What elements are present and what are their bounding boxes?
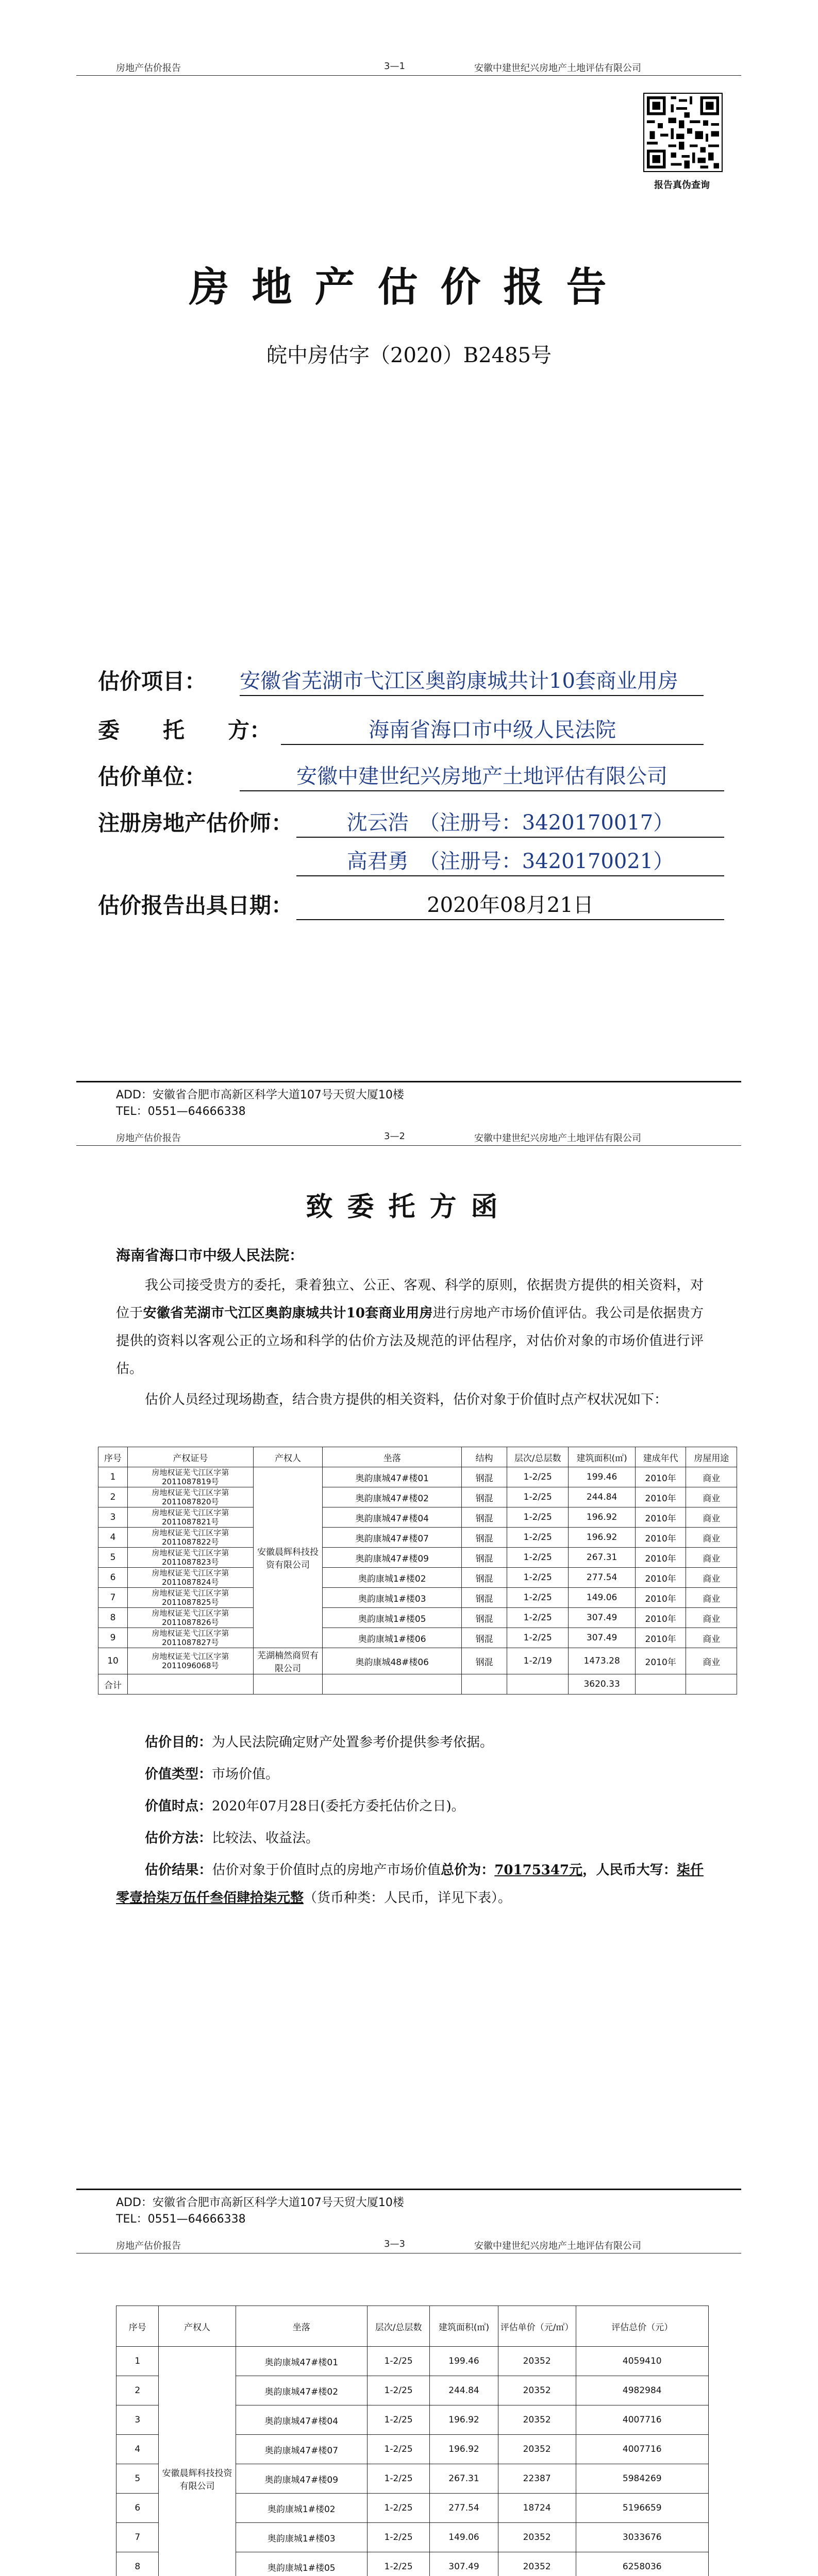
- letter-value-date: 价值时点：2020年07月28日(委托方委托估价之日)。: [145, 1799, 465, 1814]
- field-label-project: 估价项目：: [98, 669, 207, 694]
- table-cell: 3033676: [576, 2523, 708, 2552]
- table-cell: 7: [116, 2523, 159, 2552]
- page-header-company: 安徽中建世纪兴房地产土地评估有限公司: [474, 63, 641, 74]
- table-cell: 307.49: [430, 2552, 498, 2576]
- table-cell: 安徽晨辉科技投资有限公司: [159, 2347, 236, 2576]
- qr-caption: 报告真伪查询: [654, 180, 710, 191]
- table-header-cell: 结构: [462, 1447, 507, 1467]
- table-cell: 196.92: [569, 1507, 636, 1528]
- table-cell: 房地权证芜弋江区字第2011087826号: [128, 1608, 254, 1628]
- table-cell: 6258036: [576, 2552, 708, 2576]
- page-header-company: 安徽中建世纪兴房地产土地评估有限公司: [474, 1133, 641, 1144]
- table-cell: 244.84: [430, 2376, 498, 2405]
- table-cell: 20352: [498, 2376, 576, 2405]
- table-cell: 1-2/25: [367, 2376, 429, 2405]
- letter-paragraph-2: 估价人员经过现场勘查，结合贵方提供的相关资料，估价对象于价值时点产权状况如下：: [145, 1392, 668, 1408]
- table-cell: 307.49: [569, 1608, 636, 1628]
- letter-paragraph-1: 我公司接受贵方的委托，秉着独立、公正、客观、科学的原则，依据贵方提供的相关资料，对位于安徽省芜湖市弋江区奥韵康城共计10套商业用房进行房地产市场价值评估。我公司是依据贵方提供的资料以客观公正的立场和科学的估价方法及规范的评估程序，对估价对象的市场价值进行评估。: [116, 1278, 704, 1377]
- table-row: [98, 1628, 737, 1648]
- table-header-cell: 层次/总层数: [367, 2306, 429, 2347]
- table-cell: 10: [98, 1648, 128, 1674]
- table-cell: 奥韵康城47#楼04: [323, 1507, 462, 1528]
- table-header-cell: 建筑面积(㎡): [430, 2306, 498, 2347]
- report-number: 皖中房估字（2020）B2485号: [266, 344, 552, 367]
- table-cell: 3: [98, 1507, 128, 1528]
- table-cell: 244.84: [569, 1487, 636, 1507]
- footer-rule: [76, 1081, 741, 1082]
- table-cell: 2010年: [635, 1507, 686, 1528]
- table-cell: 196.92: [430, 2405, 498, 2435]
- field-value-project: 安徽省芜湖市弋江区奥韵康城共计10套商业用房: [240, 665, 704, 696]
- table-cell: 奥韵康城1#楼06: [323, 1628, 462, 1648]
- table-cell: 房地权证芜弋江区字第2011087819号: [128, 1467, 254, 1487]
- table-header-cell: 建成年代: [635, 1447, 686, 1467]
- table-header-cell: 坐落: [236, 2306, 367, 2347]
- table-cell: 196.92: [430, 2435, 498, 2464]
- footer-tel: TEL：0551—64666338: [116, 1105, 246, 1118]
- table-cell: 6: [116, 2494, 159, 2523]
- page-number: 3—3: [384, 2239, 405, 2249]
- table-cell: 商业: [686, 1528, 737, 1548]
- table-cell: 5984269: [576, 2464, 708, 2494]
- table-cell: 1-2/25: [507, 1548, 569, 1568]
- table-cell: 钢混: [462, 1528, 507, 1548]
- table-cell: 4982984: [576, 2376, 708, 2405]
- field-value-appraiser-1: 沈云浩 （注册号：3420170017）: [296, 806, 724, 838]
- table-cell: 房地权证芜弋江区字第2011087822号: [128, 1528, 254, 1548]
- table-cell: 2010年: [635, 1648, 686, 1674]
- letter-value-type: 价值类型：市场价值。: [145, 1767, 279, 1782]
- table-cell: 1-2/25: [507, 1588, 569, 1608]
- table-header-cell: 评估总价（元）: [576, 2306, 708, 2347]
- page-header-left: 房地产估价报告: [116, 63, 181, 74]
- table-cell: 1-2/25: [367, 2552, 429, 2576]
- table-header-row: [98, 1447, 737, 1467]
- table-cell: 1-2/25: [507, 1467, 569, 1487]
- field-label-client: 委 托 方：: [98, 718, 272, 743]
- qr-code: [643, 93, 723, 172]
- field-label-firm: 估价单位：: [98, 764, 207, 789]
- table-cell: 277.54: [569, 1568, 636, 1588]
- table-cell: 奥韵康城1#楼03: [323, 1588, 462, 1608]
- table-cell: 20352: [498, 2523, 576, 2552]
- table-cell: 安徽晨辉科技投资有限公司: [253, 1467, 323, 1648]
- footer-tel: TEL：0551—64666338: [116, 2213, 246, 2226]
- table-header-cell: 产权证号: [128, 1447, 254, 1467]
- table-cell: 267.31: [569, 1548, 636, 1568]
- footer-address: ADD：安徽省合肥市高新区科学大道107号天贸大厦10楼: [116, 2196, 404, 2209]
- table-cell: 奥韵康城47#楼04: [236, 2405, 367, 2435]
- table-cell: 商业: [686, 1628, 737, 1648]
- table-cell: 奥韵康城47#楼07: [236, 2435, 367, 2464]
- table-cell: 房地权证芜弋江区字第2011087827号: [128, 1628, 254, 1648]
- table-cell: 1-2/25: [507, 1507, 569, 1528]
- table-cell: 商业: [686, 1507, 737, 1528]
- table-cell: 199.46: [569, 1467, 636, 1487]
- table-cell: 奥韵康城47#楼02: [323, 1487, 462, 1507]
- property-rights-rows: [98, 1467, 737, 1674]
- table-cell: 2010年: [635, 1467, 686, 1487]
- table-cell: 2010年: [635, 1588, 686, 1608]
- table-cell: 奥韵康城47#楼01: [236, 2347, 367, 2376]
- table-cell: 2010年: [635, 1528, 686, 1548]
- table-cell: 奥韵康城1#楼02: [323, 1568, 462, 1588]
- page-header-left: 房地产估价报告: [116, 2241, 181, 2251]
- table-cell: 钢混: [462, 1507, 507, 1528]
- table-cell: 1-2/25: [507, 1487, 569, 1507]
- table-cell: 钢混: [462, 1548, 507, 1568]
- table-cell: 奥韵康城47#楼07: [323, 1528, 462, 1548]
- table-header-cell: 建筑面积(㎡): [569, 1447, 636, 1467]
- table-cell: 商业: [686, 1548, 737, 1568]
- table-cell: 商业: [686, 1608, 737, 1628]
- field-label-appraisers: 注册房地产估价师：: [98, 810, 293, 836]
- table-total-row: 合计 3620.33: [98, 1674, 737, 1694]
- footer-rule: [76, 2189, 741, 2190]
- table-cell: 钢混: [462, 1648, 507, 1674]
- table-cell: 奥韵康城1#楼02: [236, 2494, 367, 2523]
- table-cell: 奥韵康城1#楼03: [236, 2523, 367, 2552]
- table-cell: 芜湖楠然商贸有限公司: [253, 1648, 323, 1674]
- field-value-firm: 安徽中建世纪兴房地产土地评估有限公司: [240, 760, 724, 791]
- header-rule: [76, 75, 741, 76]
- table-cell: 1-2/25: [507, 1568, 569, 1588]
- table-cell: 商业: [686, 1568, 737, 1588]
- table-cell: 商业: [686, 1648, 737, 1674]
- table-cell: 20352: [498, 2435, 576, 2464]
- table-header-cell: 层次/总层数: [507, 1447, 569, 1467]
- table-cell: 奥韵康城1#楼05: [323, 1608, 462, 1628]
- table-cell: 22387: [498, 2464, 576, 2494]
- table-cell: 1-2/25: [507, 1608, 569, 1628]
- table-cell: 商业: [686, 1467, 737, 1487]
- field-value-client: 海南省海口市中级人民法院: [281, 714, 704, 745]
- table-cell: 奥韵康城47#楼02: [236, 2376, 367, 2405]
- table-header-row: [116, 2306, 709, 2347]
- table-cell: 1: [98, 1467, 128, 1487]
- table-cell: 房地权证芜弋江区字第2011096068号: [128, 1648, 254, 1674]
- table-cell: 2010年: [635, 1628, 686, 1648]
- table-cell: 307.49: [569, 1628, 636, 1648]
- table-row: [98, 1568, 737, 1588]
- table-cell: 1-2/25: [367, 2347, 429, 2376]
- table-cell: 4: [116, 2435, 159, 2464]
- table-cell: 房地权证芜弋江区字第2011087823号: [128, 1548, 254, 1568]
- table-cell: 8: [116, 2552, 159, 2576]
- table-row: [98, 1548, 737, 1568]
- table-cell: 奥韵康城47#楼01: [323, 1467, 462, 1487]
- table-cell: 4007716: [576, 2405, 708, 2435]
- table-cell: 钢混: [462, 1467, 507, 1487]
- table-cell: 1-2/25: [367, 2523, 429, 2552]
- table-cell: 277.54: [430, 2494, 498, 2523]
- table-cell: 1: [116, 2347, 159, 2376]
- table-header-cell: 房屋用途: [686, 1447, 737, 1467]
- table-header-cell: 序号: [98, 1447, 128, 1467]
- table-cell: 5196659: [576, 2494, 708, 2523]
- table-header-cell: 序号: [116, 2306, 159, 2347]
- table-row: [98, 1467, 737, 1487]
- page-number: 3—2: [384, 1131, 405, 1142]
- table-cell: 149.06: [430, 2523, 498, 2552]
- table-cell: 267.31: [430, 2464, 498, 2494]
- table-cell: 1-2/25: [507, 1528, 569, 1548]
- letter-result: 估价结果：估价对象于价值时点的房地产市场价值总价为：70175347元，人民币大写：柒仟零壹拾柒万伍仟叁佰肆拾柒元整（货币种类：人民币，详见下表）。: [116, 1862, 704, 1906]
- report-title: 房地产估价报告: [189, 264, 629, 311]
- table-cell: 5: [98, 1548, 128, 1568]
- table-cell: 3: [116, 2405, 159, 2435]
- table-cell: 7: [98, 1588, 128, 1608]
- table-cell: 房地权证芜弋江区字第2011087825号: [128, 1588, 254, 1608]
- table-cell: 1-2/25: [367, 2405, 429, 2435]
- table-cell: 199.46: [430, 2347, 498, 2376]
- table-cell: 18724: [498, 2494, 576, 2523]
- table-row: [98, 1507, 737, 1528]
- table-cell: 奥韵康城47#楼09: [236, 2464, 367, 2494]
- table-cell: 8: [98, 1608, 128, 1628]
- letter-method: 估价方法：比较法、收益法。: [145, 1831, 320, 1846]
- table-cell: 2: [116, 2376, 159, 2405]
- table-cell: 商业: [686, 1487, 737, 1507]
- table-cell: 1-2/25: [367, 2464, 429, 2494]
- table-cell: 20352: [498, 2552, 576, 2576]
- table-cell: 房地权证芜弋江区字第2011087824号: [128, 1568, 254, 1588]
- table-cell: 1-2/25: [367, 2494, 429, 2523]
- table-cell: 1-2/25: [507, 1628, 569, 1648]
- table-cell: 2010年: [635, 1487, 686, 1507]
- table-cell: 2010年: [635, 1548, 686, 1568]
- table-cell: 20352: [498, 2347, 576, 2376]
- table-cell: 1-2/25: [367, 2435, 429, 2464]
- table-cell: 4: [98, 1528, 128, 1548]
- footer-address: ADD：安徽省合肥市高新区科学大道107号天贸大厦10楼: [116, 1089, 404, 1101]
- letter-addressee: 海南省海口市中级人民法院：: [116, 1247, 304, 1264]
- table-cell: 6: [98, 1568, 128, 1588]
- table-cell: 奥韵康城47#楼09: [323, 1548, 462, 1568]
- table-header-cell: 产权人: [159, 2306, 236, 2347]
- table-cell: 钢混: [462, 1588, 507, 1608]
- table-cell: 5: [116, 2464, 159, 2494]
- table-row: [98, 1588, 737, 1608]
- field-value-appraiser-2: 高君勇 （注册号：3420170021）: [296, 845, 724, 876]
- table-cell: 房地权证芜弋江区字第2011087820号: [128, 1487, 254, 1507]
- table-cell: 1473.28: [569, 1648, 636, 1674]
- field-label-date: 估价报告出具日期：: [98, 893, 293, 918]
- field-value-date: 2020年08月21日: [296, 889, 724, 920]
- header-rule: [76, 1145, 741, 1146]
- table-cell: 4007716: [576, 2435, 708, 2464]
- table-cell: 奥韵康城48#楼06: [323, 1648, 462, 1674]
- table-row: [116, 2347, 709, 2376]
- table-header-cell: 坐落: [323, 1447, 462, 1467]
- valuation-table: [116, 2306, 709, 2576]
- table-row: [98, 1528, 737, 1548]
- table-cell: 2010年: [635, 1608, 686, 1628]
- page-number: 3—1: [384, 61, 405, 72]
- property-rights-table: [98, 1447, 737, 1694]
- table-cell: 钢混: [462, 1568, 507, 1588]
- table-cell: 9: [98, 1628, 128, 1648]
- table-cell: 1-2/19: [507, 1648, 569, 1674]
- table-cell: 奥韵康城1#楼05: [236, 2552, 367, 2576]
- table-header-cell: 评估单价（元/㎡）: [498, 2306, 576, 2347]
- table-cell: 20352: [498, 2405, 576, 2435]
- table-cell: 4059410: [576, 2347, 708, 2376]
- table-cell: 2010年: [635, 1568, 686, 1588]
- table-cell: 钢混: [462, 1487, 507, 1507]
- table-cell: 商业: [686, 1588, 737, 1608]
- table-row: [98, 1648, 737, 1674]
- page-header-left: 房地产估价报告: [116, 1133, 181, 1144]
- table-header-cell: 产权人: [253, 1447, 323, 1467]
- valuation-rows: [116, 2347, 709, 2576]
- table-cell: 196.92: [569, 1528, 636, 1548]
- table-cell: 钢混: [462, 1608, 507, 1628]
- table-cell: 钢混: [462, 1628, 507, 1648]
- table-row: [98, 1608, 737, 1628]
- page-header-company: 安徽中建世纪兴房地产土地评估有限公司: [474, 2241, 641, 2251]
- letter-purpose: 估价目的：为人民法院确定财产处置参考价提供参考依据。: [145, 1735, 494, 1750]
- table-cell: 房地权证芜弋江区字第2011087821号: [128, 1507, 254, 1528]
- letter-title: 致委托方函: [306, 1191, 512, 1223]
- table-cell: 2: [98, 1487, 128, 1507]
- table-row: [98, 1487, 737, 1507]
- table-cell: 149.06: [569, 1588, 636, 1608]
